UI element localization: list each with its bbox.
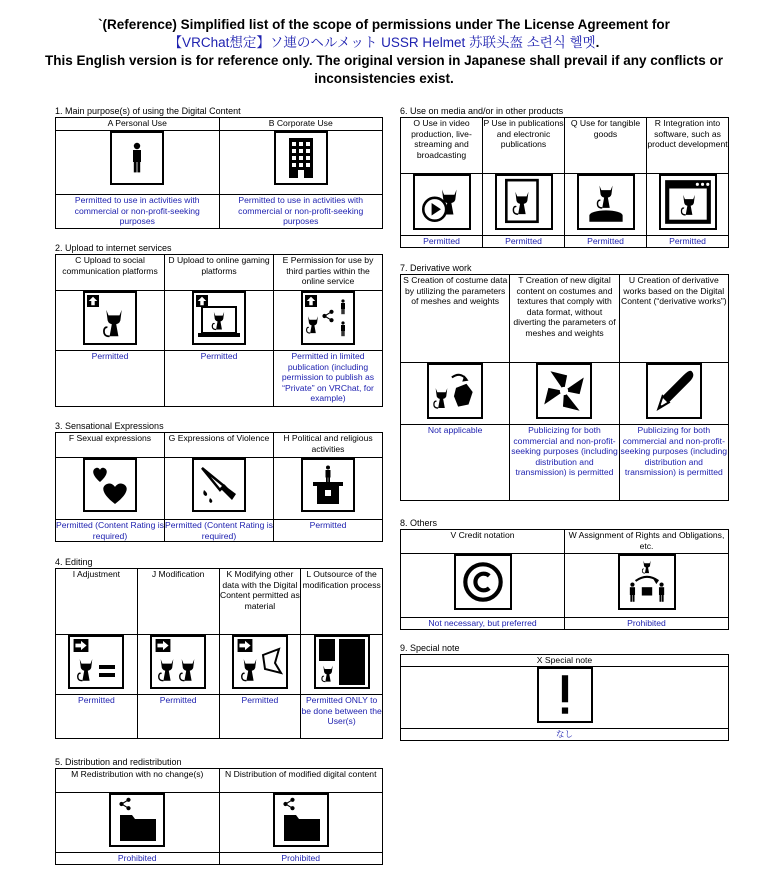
- header-line-2: 【VRChat想定】ソ連のヘルメット USSR Helmet 苏联头盔 소련식 헬멧.: [168, 35, 600, 50]
- exclamation-icon: [537, 667, 593, 723]
- section-distribution: [55, 757, 383, 865]
- result-text: Permitted (Content Rating is required): [56, 520, 164, 541]
- copyright-icon: [454, 554, 512, 610]
- result-text: Permitted: [401, 236, 483, 248]
- document-header: [40, 16, 728, 88]
- cell-label: K Modifying other data with the Digital Content permitted as material: [219, 569, 301, 635]
- product-name: 【VRChat想定】ソ連のヘルメット USSR Helmet 苏联头盔 소련식 헬멧: [168, 35, 596, 50]
- result-text: Not applicable: [401, 425, 510, 501]
- section-title: 9. Special note: [400, 643, 460, 653]
- cell-label: O Use in video production, live-streaming and broadcasting: [401, 118, 483, 174]
- result-text: Not necessary, but preferred: [401, 618, 565, 630]
- cell-label: T Creation of new digital content on costumes and textures that comply with data format, without diverting the parameters of meshes and weights: [510, 275, 619, 363]
- section-title: 3. Sensational Expressions: [55, 421, 164, 431]
- section-sensational: [55, 421, 383, 542]
- cell-label: A Personal Use: [56, 118, 220, 131]
- cell-label: P Use in publications and electronic publications: [483, 118, 565, 174]
- cell-label: V Credit notation: [401, 530, 565, 554]
- hearts-icon: [83, 458, 137, 512]
- cell-label: J Modification: [137, 569, 219, 635]
- result-text: Permitted in limited publication (including permission to publish as “Private” on VRChat, for example): [274, 351, 383, 407]
- new-content-icon: [536, 363, 592, 419]
- publication-icon: [495, 174, 553, 230]
- redistribute-folder-icon: [109, 793, 165, 847]
- section-title: 7. Derivative work: [400, 263, 472, 273]
- result-text: Permitted to use in activities with commercial or non-profit-seeking purposes: [219, 195, 383, 229]
- section-derivative-work: [400, 263, 729, 501]
- cell-label: D Upload to online gaming platforms: [165, 255, 274, 291]
- section-special-note: [400, 643, 729, 741]
- cell-label: N Distribution of modified digital content: [219, 769, 383, 793]
- cell-label: C Upload to social communication platforms: [56, 255, 165, 291]
- section-title: 6. Use on media and/or in other products: [400, 106, 564, 116]
- podium-icon: [301, 458, 355, 512]
- costume-data-icon: [427, 363, 483, 419]
- result-text: Permitted to use in activities with commercial or non-profit-seeking purposes: [56, 195, 220, 229]
- result-text: Permitted: [165, 351, 274, 407]
- header-line-1: `(Reference) Simplified list of the scope of permissions under The License Agreement for: [98, 17, 670, 32]
- section-title: 2. Upload to internet services: [55, 243, 172, 253]
- result-text: Permitted ONLY to be done between the User(s): [301, 695, 383, 739]
- outsource-icon: [314, 635, 370, 689]
- cell-label: R Integration into software, such as product development: [647, 118, 729, 174]
- cell-label: F Sexual expressions: [56, 433, 165, 458]
- modification-icon: [150, 635, 206, 689]
- result-text: Permitted: [219, 695, 301, 739]
- upload-social-icon: [83, 291, 137, 345]
- section-editing: [55, 557, 383, 739]
- section-title: 8. Others: [400, 518, 438, 528]
- result-text: Prohibited: [565, 618, 729, 630]
- section-main-purpose: [55, 106, 383, 229]
- person-icon: [110, 131, 164, 185]
- cell-label: L Outsource of the modification process: [301, 569, 383, 635]
- pen-nib-icon: [646, 363, 702, 419]
- video-icon: [413, 174, 471, 230]
- section-upload: [55, 243, 383, 407]
- result-text: Prohibited: [56, 853, 220, 865]
- result-text: Permitted: [483, 236, 565, 248]
- result-text: Publicizing for both commercial and non-profit-seeking purposes (including distribution and transmission) is permitted: [619, 425, 728, 501]
- result-text: Permitted: [56, 351, 165, 407]
- section-title: 4. Editing: [55, 557, 93, 567]
- section-title: 5. Distribution and redistribution: [55, 757, 182, 767]
- figure-goods-icon: [577, 174, 635, 230]
- section-title: 1. Main purpose(s) of using the Digital Content: [55, 106, 241, 116]
- office-building-icon: [274, 131, 328, 185]
- cell-label: M Redistribution with no change(s): [56, 769, 220, 793]
- share-third-parties-icon: [301, 291, 355, 345]
- knife-icon: [192, 458, 246, 512]
- section-others: [400, 518, 729, 630]
- result-text: Permitted: [137, 695, 219, 739]
- cell-label: W Assignment of Rights and Obligations, etc.: [565, 530, 729, 554]
- modify-other-data-icon: [232, 635, 288, 689]
- software-window-icon: [659, 174, 717, 230]
- assignment-icon: [618, 554, 676, 610]
- cell-label: U Creation of derivative works based on the Digital Content (“derivative works”): [619, 275, 728, 363]
- cell-label: E Permission for use by third parties within the online service: [274, 255, 383, 291]
- result-text: なし: [401, 729, 729, 741]
- result-text: Permitted: [647, 236, 729, 248]
- cell-label: B Corporate Use: [219, 118, 383, 131]
- cell-label: G Expressions of Violence: [165, 433, 274, 458]
- result-text: Permitted: [56, 695, 138, 739]
- cell-label: H Political and religious activities: [274, 433, 383, 458]
- result-text: Publicizing for both commercial and non-profit-seeking purposes (including distribution and transmission) is permitted: [510, 425, 619, 501]
- result-text: Permitted (Content Rating is required): [165, 520, 273, 541]
- cell-label: Q Use for tangible goods: [565, 118, 647, 174]
- upload-game-icon: [192, 291, 246, 345]
- result-text: Prohibited: [219, 853, 383, 865]
- cell-label: I Adjustment: [56, 569, 138, 635]
- cell-label: X Special note: [401, 655, 729, 667]
- cell-label: S Creation of costume data by utilizing the parameters of meshes and weights: [401, 275, 510, 363]
- distribute-modified-icon: [273, 793, 329, 847]
- result-text: Permitted: [274, 520, 383, 542]
- section-media-products: [400, 106, 729, 248]
- adjustment-icon: [68, 635, 124, 689]
- header-line-3: This English version is for reference only. The original version in Japanese shall prevail if any conflicts or inconsistencies exist.: [45, 53, 723, 86]
- result-text: Permitted: [565, 236, 647, 248]
